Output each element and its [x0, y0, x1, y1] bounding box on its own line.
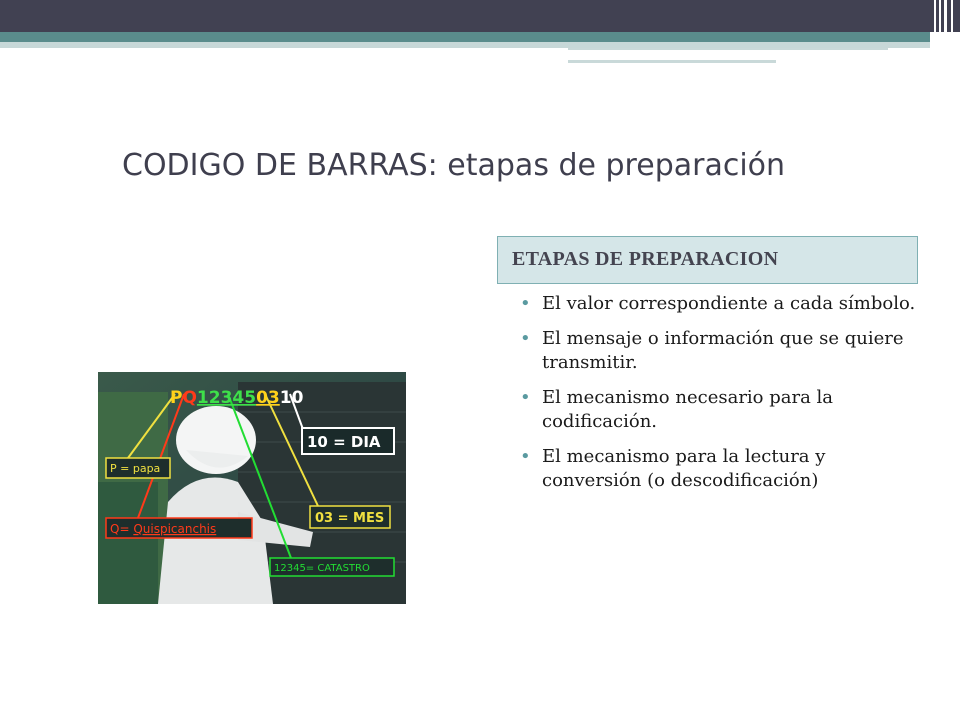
- photo-code-text: PQ123450310: [170, 388, 304, 408]
- bullet-text: El mecanismo necesario para la codificación.: [542, 387, 834, 432]
- bullet-dot-icon: •: [520, 293, 531, 314]
- photo-label-catastro: 12345= CATASTRO: [274, 563, 370, 574]
- bullet-text: El valor correspondiente a cada símbolo.: [542, 293, 916, 314]
- header-teal-band: [0, 32, 930, 42]
- header-accent-line-short: [568, 60, 776, 63]
- top-header-bar: [0, 0, 960, 32]
- header-accent-line: [568, 48, 888, 50]
- section-header-label: ETAPAS DE PREPARACION: [512, 248, 779, 270]
- photo-label-mes: 03 = MES: [315, 511, 385, 526]
- bullet-item: [520, 292, 920, 316]
- bullet-item: [520, 327, 920, 375]
- bullet-dot-icon: •: [520, 387, 531, 408]
- slide-title: CODIGO DE BARRAS: etapas de preparación: [122, 148, 786, 183]
- bullet-text: El mensaje o información que se quiere transmitir.: [542, 328, 904, 373]
- header-corner-stripes: [930, 0, 960, 64]
- barcode-annotated-photo: [98, 372, 406, 604]
- bullet-list: [520, 292, 920, 504]
- bullet-dot-icon: •: [520, 328, 531, 349]
- photo-label-papa: P = papa: [110, 462, 161, 475]
- photo-label-dia: 10 = DIA: [307, 433, 381, 451]
- bullet-dot-icon: •: [520, 446, 531, 467]
- section-header-box: [497, 236, 918, 284]
- bullet-text: El mecanismo para la lectura y conversión (o descodificación): [542, 446, 826, 491]
- bullet-item: [520, 386, 920, 434]
- photo-label-quispicanchis: Q= Quispicanchis: [110, 522, 217, 536]
- bullet-item: [520, 445, 920, 493]
